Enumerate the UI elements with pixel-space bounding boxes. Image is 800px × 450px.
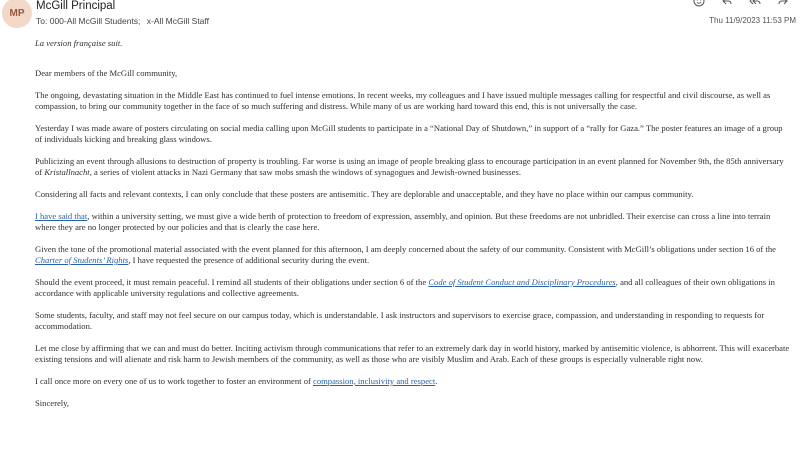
compassion-link[interactable]: compassion, inclusivity and respect <box>313 375 436 386</box>
emoji-icon[interactable] <box>692 0 706 8</box>
paragraph-10 <box>35 376 790 387</box>
paragraph-5-rest: , within a university setting, we must give a wide berth of protection to freedom of expression, assembly, and opinion. But these freedoms are not unbridled. Their exercise can cross a line into terrain where they are no longer protected by our policies and that is clearly the case here. <box>35 210 771 232</box>
paragraph-7-b: , and all colleagues of their own obligations in accordance with applicable university regulations and collective agreements. <box>35 276 775 298</box>
i-have-said-that-link[interactable]: I have said that <box>35 210 88 221</box>
paragraph-2: Yesterday I was made aware of posters circulating on social media calling upon McGill students to participate in a “National Day of Shutdown,” in support of a “rally for Gaza.” The poster features an image of a group of individuals kicking and breaking glass windows. <box>35 123 783 145</box>
recipient-staff[interactable]: x-All McGill Staff <box>146 16 209 26</box>
forward-icon[interactable] <box>776 0 790 8</box>
kristallnacht-term: Kristallnacht <box>44 167 90 178</box>
paragraph-10-a: I call once more on every one of us to work together to foster an environment of <box>35 375 314 386</box>
paragraph-3-a: Publicizing an event through allusions to destruction of property is troubling. Far worse is using an image of people breaking glass to encourage participation in an event planned for November 9th, the 85th anniversary of <box>35 156 784 178</box>
paragraph-3-b: , a series of violent attacks in Nazi Germany that saw mobs smash the windows of synagogues and Jewish-owned businesses. <box>89 167 521 178</box>
closing: Sincerely, <box>35 397 70 408</box>
reply-icon[interactable] <box>720 0 734 8</box>
greeting: Dear members of the McGill community, <box>35 68 178 79</box>
sender-name[interactable]: McGill Principal <box>36 0 116 12</box>
paragraph-10-b: . <box>435 375 438 386</box>
paragraph-1: The ongoing, devastating situation in the Middle East has continued to fuel intense emotions. In recent weeks, my colleagues and I have issued multiple messages calling for respectful and civil discourse, as well as compassion, to bring our community together in the face of so much suffering and distress. While many of us are working hard toward this end, this is not universally the case. <box>35 90 771 112</box>
paragraph-9: Let me close by affirming that we can and must do better. Inciting activism through communications that refer to an extremely dark day in world history, marked by antisemitic violence, is abhorrent. This will exacerbate existing tensions and will alienate and risk harm to Jewish members of the community, as well as those who are visibly Muslim and Arab. Each of these groups is especially vulnerable right now. <box>35 342 790 364</box>
recipient-students[interactable]: 000-All McGill Students; <box>49 16 141 26</box>
paragraph-6-a: Given the tone of the promotional material associated with the event planned for this afternoon, I am deeply concerned about the safety of our community. Consistent with McGill’s obligations under section 16 of the <box>35 243 776 254</box>
french-note: La version française suit. <box>35 38 123 48</box>
paragraph-6 <box>35 244 790 266</box>
paragraph-4: Considering all facts and relevant contexts, I can only conclude that these posters are antisemitic. They are deplorable and unacceptable, and they have no place within our campus community. <box>35 189 694 199</box>
charter-link[interactable]: Charter of Students’ Rights <box>35 255 129 265</box>
paragraph-8: Some students, faculty, and staff may not feel secure on our campus today, which is understandable. I ask instructors and supervisors to exercise grace, compassion, and understanding in responding to requests for accommodation. <box>35 309 765 331</box>
avatar[interactable]: MP <box>2 0 32 28</box>
paragraph-7-a: Should the event proceed, it must remain peaceful. I remind all students of their obligations under section 6 of the <box>35 276 429 287</box>
paragraph-6-b: , I have requested the presence of additional security during the event. <box>128 255 370 265</box>
message-date: Thu 11/9/2023 11:53 PM <box>709 16 796 25</box>
paragraph-7 <box>35 277 790 299</box>
paragraph-5 <box>35 211 790 233</box>
message-actions <box>692 0 790 8</box>
code-of-conduct-link[interactable]: Code of Student Conduct and Disciplinary Procedures <box>428 276 616 287</box>
recipients-line <box>36 16 213 26</box>
message-body <box>35 38 790 419</box>
message-header <box>0 0 800 34</box>
paragraph-3 <box>35 156 790 178</box>
to-label: To: <box>36 16 48 26</box>
reply-all-icon[interactable] <box>748 0 762 8</box>
